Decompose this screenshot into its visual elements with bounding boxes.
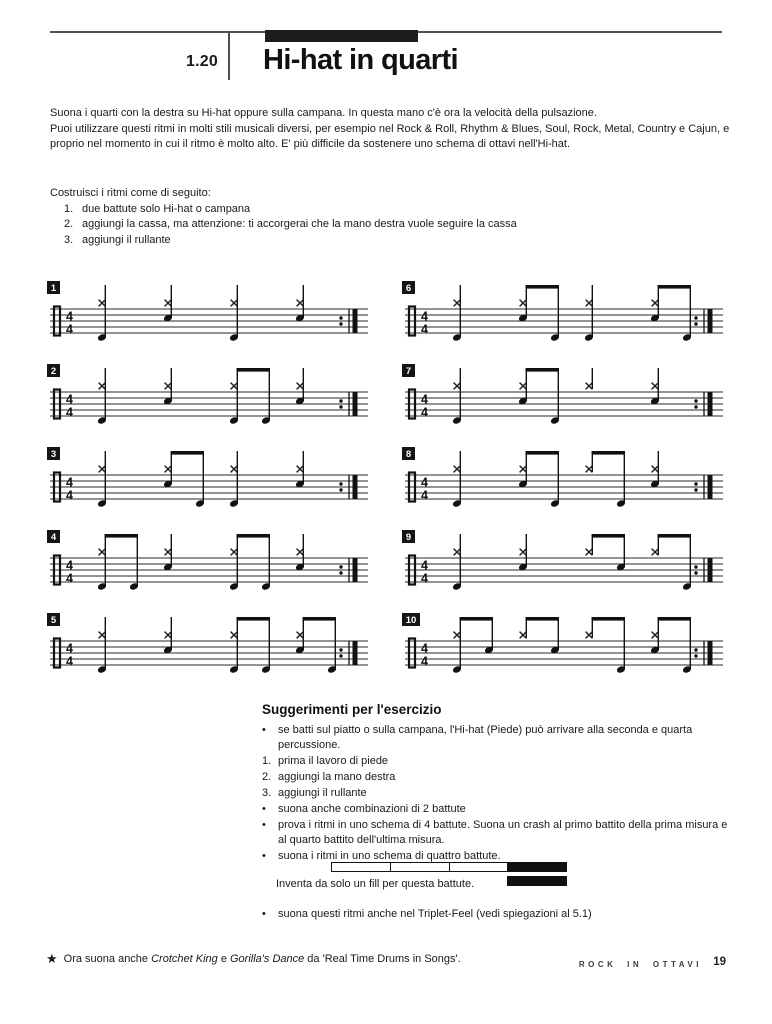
step-text: aggiungi la cassa, ma attenzione: ti accorgerai che la mano destra vuole seguire la cassa [82,218,517,230]
exercise-number: 2 [50,366,57,377]
fill-caption: Inventa da solo un fill per questa battute. [276,878,475,890]
time-signature-bottom: 4 [421,488,428,503]
fill-segment-filled [507,862,567,872]
eighth-beam [237,534,270,538]
repeat-dot [694,322,697,325]
repeat-dot [339,482,342,485]
time-signature-bottom: 4 [66,322,73,337]
suggestion-item [262,770,730,785]
step-text: aggiungi il rullante [82,233,171,246]
eighth-beam [526,285,559,289]
exercise-notation [401,447,727,513]
exercise-7 [401,364,727,430]
exercise-number: 1 [50,283,57,294]
barline-thick [353,392,358,416]
eighth-beam [526,368,559,372]
time-signature-top: 4 [66,475,73,490]
intro-sentence-2: Puoi utilizzare questi ritmi in molti stili musicali diversi, per esempio nel Rock & Roll, Rhythm & Blues, Soul, Rock, Metal, Country e Cajun, e proprio nel momento in cui il ritmo è molto alto. E' più difficile da sostenere uno schema di ottavi nell'Hi-hat. [50,122,730,150]
repeat-dot [339,565,342,568]
time-signature-bottom: 4 [66,405,73,420]
repeat-dot [694,399,697,402]
construction-list [50,202,710,249]
exercise-5 [46,613,372,679]
fill-segment [390,862,449,872]
repeat-dot [339,488,342,491]
star-icon: ★ [46,951,58,966]
exercise-notation [46,447,372,513]
exercise-notation [46,530,372,596]
exercise-9 [401,530,727,596]
exercise-notation [401,281,727,347]
list-marker: • [262,724,266,736]
suggestion-item [262,723,730,753]
repeat-dot [339,654,342,657]
exercise-number: 9 [405,532,412,543]
repeat-dot [694,565,697,568]
suggestion-text: suona anche combinazioni di 2 battute [278,803,466,815]
barline-thick [708,558,713,582]
title-accent-bar [265,30,418,42]
eighth-beam [303,617,336,621]
fill-bar-solid-rect [507,876,567,886]
eighth-beam [526,617,559,621]
repeat-dot [694,405,697,408]
triplet-feel-text: suona questi ritmi anche nel Triplet-Feel (vedi spiegazioni al 5.1) [278,908,592,920]
exercise-number: 5 [50,615,57,626]
exercise-number: 10 [405,615,417,626]
step-text: due battute solo Hi-hat o campana [82,202,251,215]
fill-segment [449,862,508,872]
eighth-beam [237,617,270,621]
exercise-3 [46,447,372,513]
exercise-10 [401,613,727,679]
time-signature-bottom: 4 [66,571,73,586]
step-number: 3. [64,233,74,246]
exercise-notation [401,613,727,679]
time-signature-top: 4 [421,392,428,407]
eighth-beam [460,617,493,621]
exercise-number: 8 [405,449,412,460]
barline-thick [708,475,713,499]
construction-steps [50,186,710,248]
suggestion-text: prova i ritmi in uno schema di 4 battute. Suona un crash al primo battito della prima misura e al quarto battito dell'ultima misura. [278,819,728,846]
eighth-beam [171,451,204,455]
suggestion-item [262,802,730,817]
section-number: 1.20 [186,53,218,70]
exercise-1 [46,281,372,347]
step-number: 2. [64,218,74,230]
repeat-dot [694,654,697,657]
footer-song-note [46,951,461,967]
list-marker: • [262,803,266,815]
header-divider-line [228,31,230,80]
time-signature-top: 4 [66,641,73,656]
exercises-grid [46,281,728,679]
song-title-2: Gorilla's Dance [230,953,305,965]
repeat-dot [694,316,697,319]
repeat-dot [339,405,342,408]
list-marker: • [262,850,266,862]
suggestion-text: prima il lavoro di piede [278,755,389,767]
exercise-number: 3 [50,449,57,460]
footer-note-text: Ora suona anche Crotchet King e Gorilla's Dance da 'Real Time Drums in Songs'. [63,953,461,965]
list-marker: 2. [262,771,272,783]
barline-thick [353,309,358,333]
exercise-number: 7 [405,366,412,377]
time-signature-bottom: 4 [66,488,73,503]
repeat-dot [694,571,697,574]
eighth-beam [237,368,270,372]
exercise-number: 6 [405,283,412,294]
exercise-notation [46,613,372,679]
barline-thick [353,641,358,665]
suggestion-item [262,754,730,769]
eighth-beam [526,451,559,455]
time-signature-top: 4 [421,641,428,656]
suggestions-section [262,702,730,865]
time-signature-top: 4 [66,309,73,324]
page-title: Hi-hat in quarti [263,44,459,76]
eighth-beam [592,617,625,621]
eighth-beam [105,534,138,538]
eighth-beam [658,285,691,289]
exercise-notation [401,530,727,596]
time-signature-top: 4 [421,558,428,573]
time-signature-bottom: 4 [421,654,428,669]
construction-step [50,202,710,218]
suggestions-list [262,723,730,864]
exercise-notation [46,364,372,430]
four-bar-scheme-graphic [331,862,567,872]
suggestion-text: aggiungi il rullante [278,787,367,799]
repeat-dot [339,648,342,651]
barline-thick [708,641,713,665]
fill-segment [331,862,390,872]
eighth-beam [592,451,625,455]
exercise-6 [401,281,727,347]
time-signature-bottom: 4 [421,571,428,586]
list-marker: 1. [262,755,272,767]
exercise-notation [401,364,727,430]
barline-thick [353,475,358,499]
suggestion-item [262,818,730,848]
list-marker: 3. [262,787,272,799]
barline-thick [353,558,358,582]
page-number: 19 [713,956,726,968]
eighth-beam [592,534,625,538]
step-number: 1. [64,202,74,215]
eighth-beam [658,617,691,621]
suggestion-item [262,786,730,801]
intro-paragraph [50,106,750,153]
time-signature-top: 4 [66,558,73,573]
time-signature-bottom: 4 [421,322,428,337]
construction-lead: Costruisci i ritmi come di seguito: [50,187,211,199]
suggestion-text: aggiungi la mano destra [278,771,396,783]
barline-thick [708,392,713,416]
suggestion-text: suona i ritmi in uno schema di quattro battute. [278,850,501,862]
repeat-dot [339,571,342,574]
construction-step [50,217,710,233]
suggestion-text: se batti sul piatto o sulla campana, l'Hi-hat (Piede) può arrivare alla seconda e quarta percussione. [278,724,693,751]
triplet-feel-note [262,907,730,922]
repeat-dot [694,482,697,485]
suggestions-title: Suggerimenti per l'esercizio [262,702,442,717]
intro-sentence-1: Suona i quarti con la destra su Hi-hat oppure sulla campana. In questa mano c'è ora la velocità della pulsazione. [50,107,597,119]
exercise-notation [46,281,372,347]
barline-thick [708,309,713,333]
time-signature-top: 4 [66,392,73,407]
repeat-dot [694,488,697,491]
repeat-dot [339,322,342,325]
time-signature-top: 4 [421,309,428,324]
exercise-8 [401,447,727,513]
list-marker: • [262,819,266,831]
repeat-dot [694,648,697,651]
eighth-beam [658,534,691,538]
time-signature-bottom: 4 [66,654,73,669]
repeat-dot [339,316,342,319]
exercise-4 [46,530,372,596]
construction-step [50,233,710,249]
time-signature-top: 4 [421,475,428,490]
song-title-1: Crotchet King [151,953,218,965]
running-head: ROCK IN OTTAVI [578,960,702,969]
repeat-dot [339,399,342,402]
time-signature-bottom: 4 [421,405,428,420]
exercise-number: 4 [50,532,57,543]
exercise-2 [46,364,372,430]
bullet-marker: • [262,908,266,920]
